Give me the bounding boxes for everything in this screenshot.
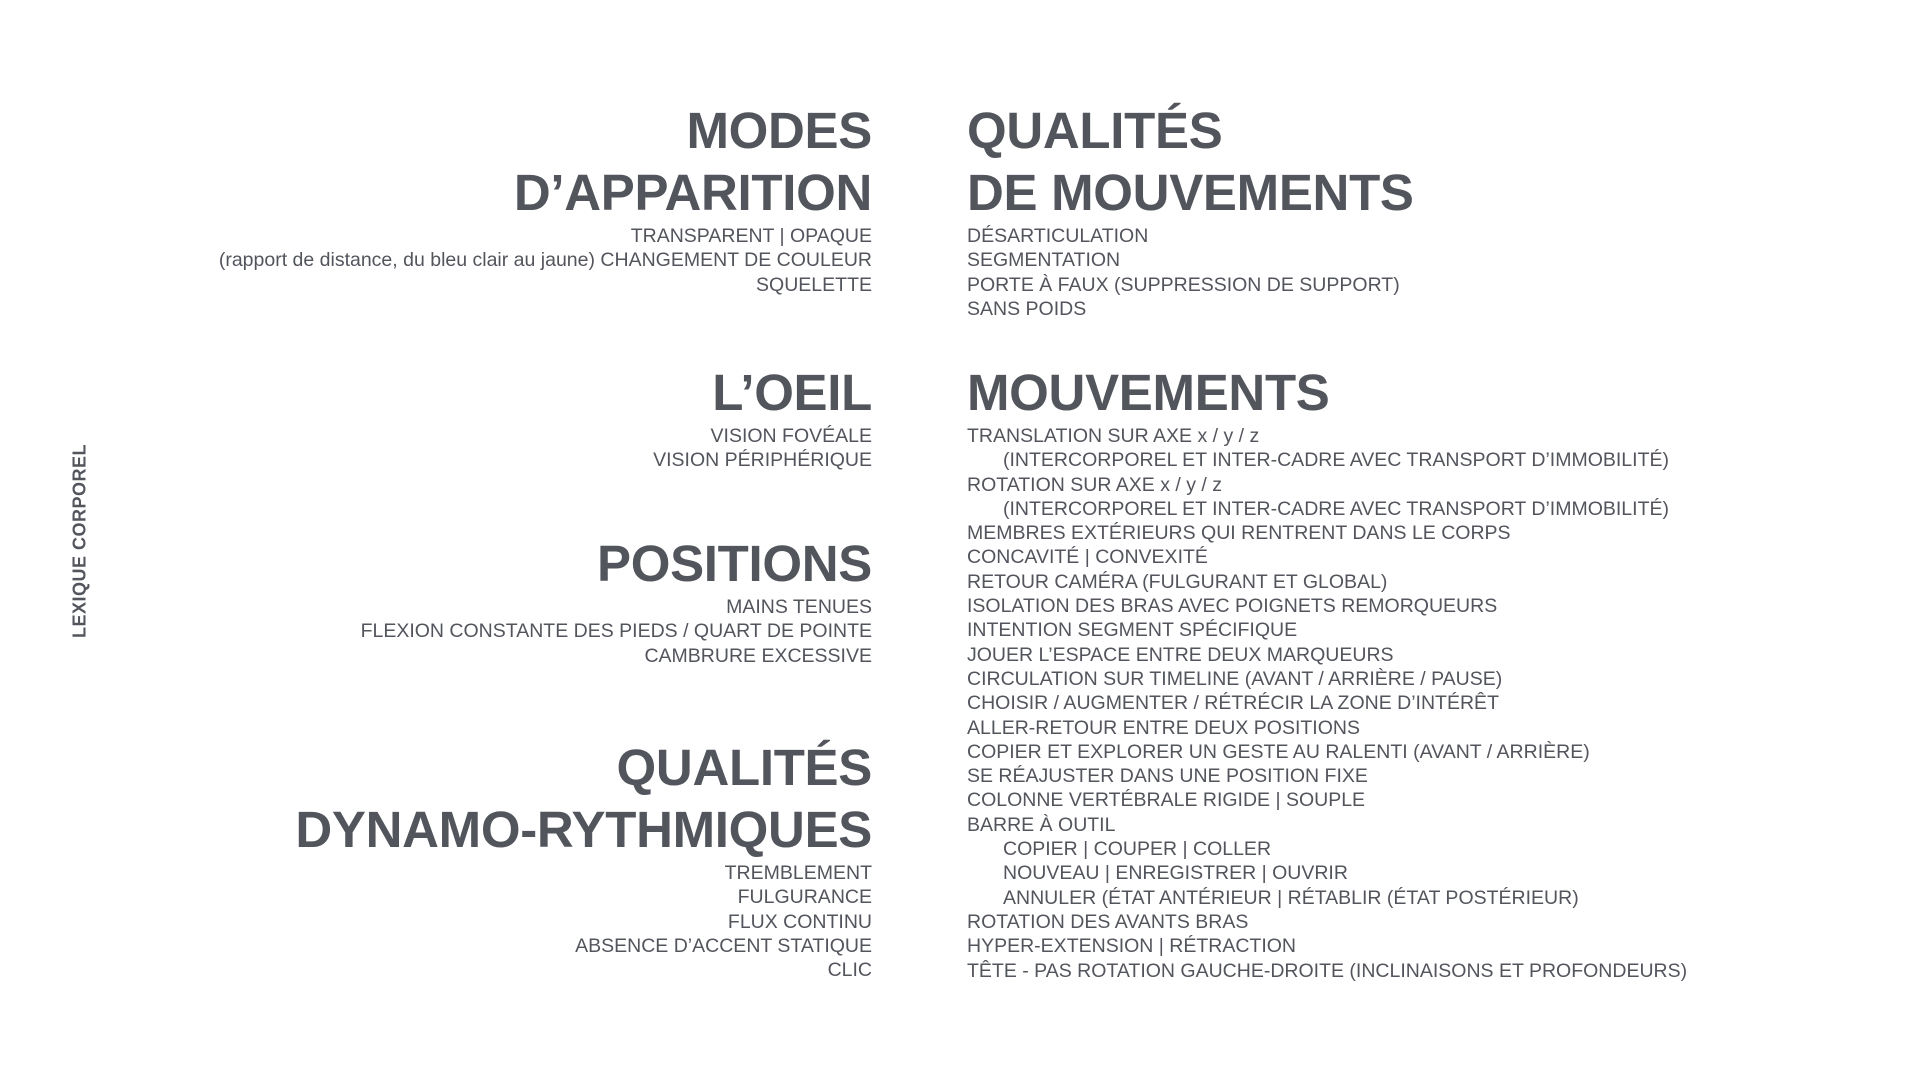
- list-item: MAINS TENUES: [726, 596, 872, 618]
- list-item: SE RÉAJUSTER DANS UNE POSITION FIXE: [967, 765, 1368, 788]
- list-item: COLONNE VERTÉBRALE RIGIDE | SOUPLE: [967, 789, 1366, 812]
- heading-qualites-line-2: DE MOUVEMENTS: [967, 164, 1414, 221]
- list-item: TREMBLEMENT: [724, 862, 872, 884]
- list-item: MEMBRES EXTÉRIEURS QUI RENTRENT DANS LE CORPS: [967, 522, 1511, 545]
- list-item-indented: (INTERCORPOREL ET INTER-CADRE AVEC TRANSPORT D’IMMOBILITÉ): [1003, 497, 1669, 520]
- heading-mouvements: MOUVEMENTS: [967, 364, 1330, 421]
- list-item: ISOLATION DES BRAS AVEC POIGNETS REMORQUEURS: [967, 595, 1498, 618]
- list-item: SEGMENTATION: [967, 249, 1121, 272]
- list-item: CONCAVITÉ | CONVEXITÉ: [967, 546, 1208, 569]
- list-item: JOUER L’ESPACE ENTRE DEUX MARQUEURS: [967, 643, 1394, 666]
- list-item: ALLER-RETOUR ENTRE DEUX POSITIONS: [967, 716, 1360, 739]
- section-oeil: [653, 362, 872, 473]
- list-item: ROTATION SUR AXE x / y / z: [967, 473, 1222, 496]
- list-item: COPIER ET EXPLORER UN GESTE AU RALENTI (AVANT / ARRIÈRE): [967, 740, 1590, 763]
- list-item: ABSENCE D’ACCENT STATIQUE: [575, 934, 872, 957]
- list-item: FULGURANCE: [737, 886, 872, 909]
- list-item: RETOUR CAMÉRA (FULGURANT ET GLOBAL): [967, 570, 1388, 593]
- list-item: SQUELETTE: [756, 273, 872, 296]
- heading-modes-line-1: MODES: [686, 102, 872, 159]
- list-item: SANS POIDS: [967, 297, 1087, 320]
- section-qualites-mouvements: [967, 100, 1414, 321]
- heading-dynamo-line-1: QUALITÉS: [616, 739, 872, 796]
- list-item: CAMBRURE EXCESSIVE: [644, 644, 872, 667]
- list-item: INTENTION SEGMENT SPÉCIFIQUE: [967, 619, 1298, 642]
- list-item-indented: COPIER | COUPER | COLLER: [1003, 838, 1272, 861]
- list-item-indented: NOUVEAU | ENREGISTRER | OUVRIR: [1003, 862, 1348, 885]
- heading-oeil: L’OEIL: [712, 364, 872, 421]
- list-item: TRANSPARENT | OPAQUE: [630, 225, 872, 247]
- list-item: BARRE À OUTIL: [967, 813, 1116, 836]
- list-item: CLIC: [827, 959, 872, 982]
- section-positions: [361, 533, 872, 668]
- list-item: FLUX CONTINU: [727, 910, 872, 933]
- heading-qualites-line-1: QUALITÉS: [967, 102, 1223, 159]
- list-item: ROTATION DES AVANTS BRAS: [967, 910, 1249, 933]
- list-item: (rapport de distance, du bleu clair au jaune) CHANGEMENT DE COULEUR: [218, 249, 872, 272]
- list-item: CIRCULATION SUR TIMELINE (AVANT / ARRIÈRE / PAUSE): [967, 667, 1503, 690]
- list-item: VISION FOVÉALE: [710, 425, 872, 447]
- heading-positions: POSITIONS: [596, 535, 872, 592]
- list-item: PORTE À FAUX (SUPPRESSION DE SUPPORT): [967, 273, 1400, 296]
- heading-dynamo-line-2: DYNAMO-RYTHMIQUES: [295, 801, 872, 858]
- side-label-lexique-corporel: LEXIQUE CORPOREL: [69, 443, 90, 639]
- heading-modes-line-2: D’APPARITION: [513, 164, 872, 221]
- list-item: VISION PÉRIPHÉRIQUE: [653, 449, 872, 472]
- section-qualites-dynamo-rythmiques: [295, 737, 872, 982]
- list-item: HYPER-EXTENSION | RÉTRACTION: [967, 935, 1297, 958]
- list-item: TÊTE - PAS ROTATION GAUCHE-DROITE (INCLINAISONS ET PROFONDEURS): [967, 959, 1688, 982]
- list-item: CHOISIR / AUGMENTER / RÉTRÉCIR LA ZONE D’INTÉRÊT: [967, 692, 1499, 715]
- section-modes-apparition: [219, 100, 872, 297]
- section-mouvements: [967, 362, 1687, 983]
- list-item-indented: ANNULER (ÉTAT ANTÉRIEUR | RÉTABLIR (ÉTAT POSTÉRIEUR): [1003, 886, 1579, 909]
- list-item: TRANSLATION SUR AXE x / y / z: [967, 425, 1260, 447]
- list-item: FLEXION CONSTANTE DES PIEDS / QUART DE POINTE: [360, 620, 872, 643]
- list-item: DÉSARTICULATION: [967, 225, 1149, 247]
- list-item-indented: (INTERCORPOREL ET INTER-CADRE AVEC TRANSPORT D’IMMOBILITÉ): [1003, 449, 1669, 472]
